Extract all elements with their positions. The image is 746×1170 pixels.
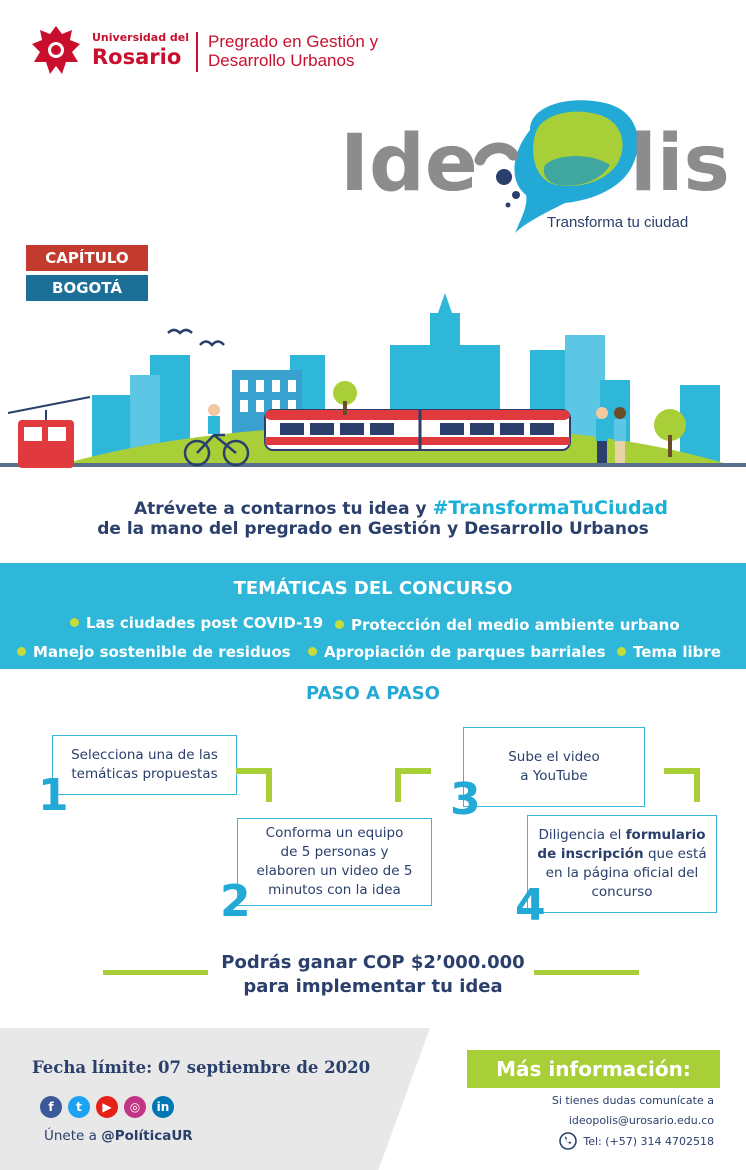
city-illustration xyxy=(0,285,746,480)
bullet-icon xyxy=(335,620,344,629)
social-handle[interactable]: @PolíticaUR xyxy=(101,1128,193,1144)
topic-item: Apropiación de parques barriales xyxy=(308,643,606,661)
steps-title: PASO A PASO xyxy=(306,683,440,704)
topic-item: Manejo sostenible de residuos xyxy=(17,643,291,661)
intro-line2: de la mano del pregrado en Gestión y Desarrollo Urbanos xyxy=(97,519,649,539)
step-connector xyxy=(664,768,700,802)
step-1-number: 1 xyxy=(38,770,69,821)
bullet-icon xyxy=(617,647,626,656)
bullet-icon xyxy=(70,618,79,627)
step-connector xyxy=(395,768,431,802)
topic-item: Tema libre xyxy=(617,643,721,661)
tagline: Transforma tu ciudad xyxy=(547,214,689,231)
university-crest-icon xyxy=(28,24,84,78)
intro-prefix: Atrévete a contarnos tu idea y xyxy=(133,499,433,519)
contact-email[interactable]: ideopolis@urosario.edu.co xyxy=(568,1114,714,1127)
bullet-icon xyxy=(308,647,317,656)
header-divider xyxy=(196,32,198,72)
facebook-icon[interactable]: f xyxy=(40,1096,62,1118)
linkedin-icon[interactable]: in xyxy=(152,1096,174,1118)
topic-item: Las ciudades post COVID-19 xyxy=(70,614,323,632)
program-name-line2: Desarrollo Urbanos xyxy=(208,51,355,70)
contact-phone: Tel: (+57) 314 4702518 xyxy=(559,1132,714,1150)
step-4-box: Diligencia el formulario de inscripción que está en la página oficial del concurso xyxy=(527,815,717,913)
contact-prompt: Si tienes dudas comunícate a xyxy=(551,1094,714,1107)
header xyxy=(28,22,428,82)
university-name: Rosario xyxy=(92,45,182,69)
deadline: Fecha límite: 07 septiembre de 2020 xyxy=(32,1058,371,1077)
step-2-box: Conforma un equipo de 5 personas y elaboren un video de 5 minutos con la idea xyxy=(237,818,432,906)
intro-line1 xyxy=(28,497,746,519)
topics-title: TEMÁTICAS DEL CONCURSO xyxy=(233,578,513,599)
step-1-box: Selecciona una de las temáticas propuestas xyxy=(52,735,237,795)
bullet-icon xyxy=(17,647,26,656)
join-us: Únete a @PolíticaUR xyxy=(44,1128,193,1144)
instagram-icon[interactable]: ◎ xyxy=(124,1096,146,1118)
step-connector xyxy=(236,768,272,802)
hashtag: #TransformaTuCiudad xyxy=(432,497,669,519)
youtube-icon[interactable]: ▶ xyxy=(96,1096,118,1118)
step-3-number: 3 xyxy=(450,774,481,825)
university-name-small: Universidad del xyxy=(92,31,190,44)
topic-item: Protección del medio ambiente urbano xyxy=(335,616,680,634)
step-3-box: Sube el video a YouTube xyxy=(463,727,645,807)
prize-line2: para implementar tu idea xyxy=(243,976,503,997)
social-links xyxy=(40,1096,174,1118)
chapter-label: CAPÍTULO xyxy=(26,245,148,271)
logo-wordmark-lis: lis xyxy=(630,119,730,209)
prize-line1: Podrás ganar COP $2’000.000 xyxy=(221,952,525,973)
twitter-icon[interactable]: t xyxy=(68,1096,90,1118)
more-info-banner: Más información: xyxy=(467,1050,720,1088)
chapter-city: BOGOTÁ xyxy=(26,275,148,301)
step-2-number: 2 xyxy=(220,876,251,927)
step-4-number: 4 xyxy=(515,880,546,931)
whatsapp-icon xyxy=(559,1132,577,1150)
program-name-line1: Pregrado en Gestión y xyxy=(208,32,379,51)
logo-wordmark-ide: Ide xyxy=(340,119,478,209)
